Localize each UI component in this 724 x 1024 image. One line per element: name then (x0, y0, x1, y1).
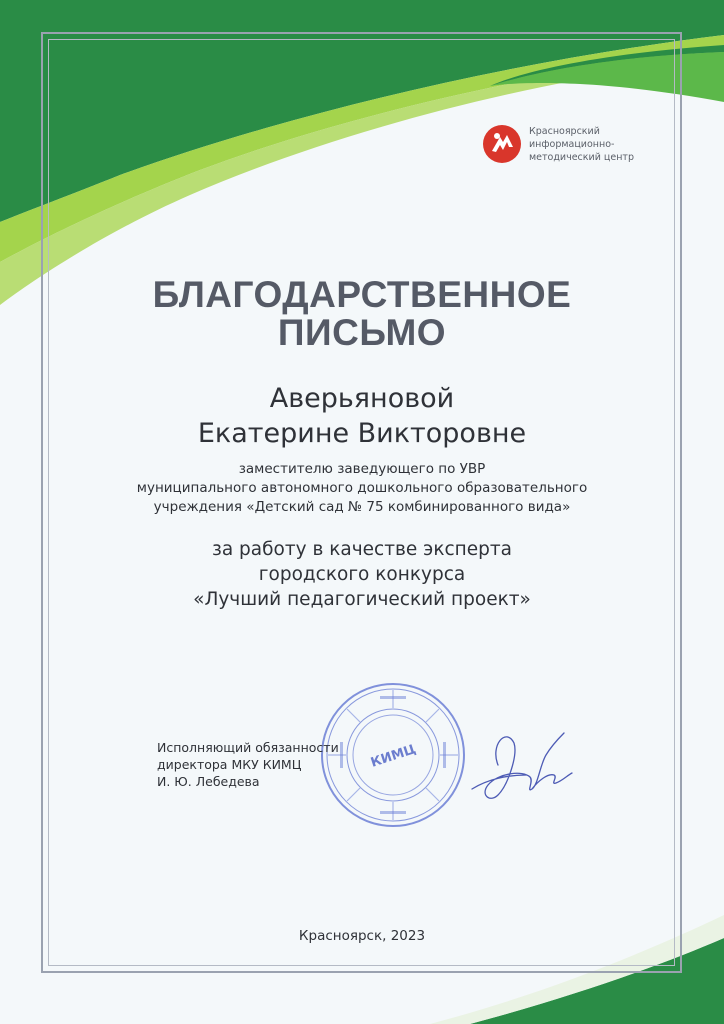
document-title-line2: ПИСЬМО (277, 312, 447, 353)
reason-line3: «Лучший педагогический проект» (193, 589, 531, 610)
recipient-position-line3: учреждения «Детский сад № 75 комбинированного вида» (153, 499, 571, 515)
logo-text (529, 125, 649, 164)
kimc-logo (483, 123, 643, 167)
signer-title-line1: Исполняющий обязанности (157, 740, 339, 755)
official-stamp (318, 680, 468, 830)
recipient-surname: Аверьяновой (269, 383, 455, 414)
logo-line: методический центр (529, 152, 634, 163)
recipient-position-line2: муниципального автономного дошкольного образовательного (136, 480, 588, 496)
signer-title-line2: директора МКУ КИМЦ (157, 757, 302, 772)
city-and-year: Красноярск, 2023 (298, 928, 426, 944)
reason-line1: за работу в качестве эксперта (211, 539, 513, 560)
recipient-given-names: Екатерине Викторовне (197, 418, 527, 449)
signature-icon (468, 715, 578, 810)
stamp-center-text: КИМЦ (369, 742, 418, 771)
stamp-icon (318, 680, 468, 830)
document-title-line1: БЛАГОДАРСТВЕННОЕ (152, 274, 572, 315)
reason-line2: городского конкурса (258, 564, 466, 585)
logo-line: Красноярский (529, 126, 600, 137)
kimc-logo-icon (483, 125, 521, 163)
logo-line: информационно- (529, 139, 615, 150)
recipient-position-line1: заместителю заведующего по УВР (238, 461, 486, 477)
signer-name: И. Ю. Лебедева (157, 774, 260, 789)
